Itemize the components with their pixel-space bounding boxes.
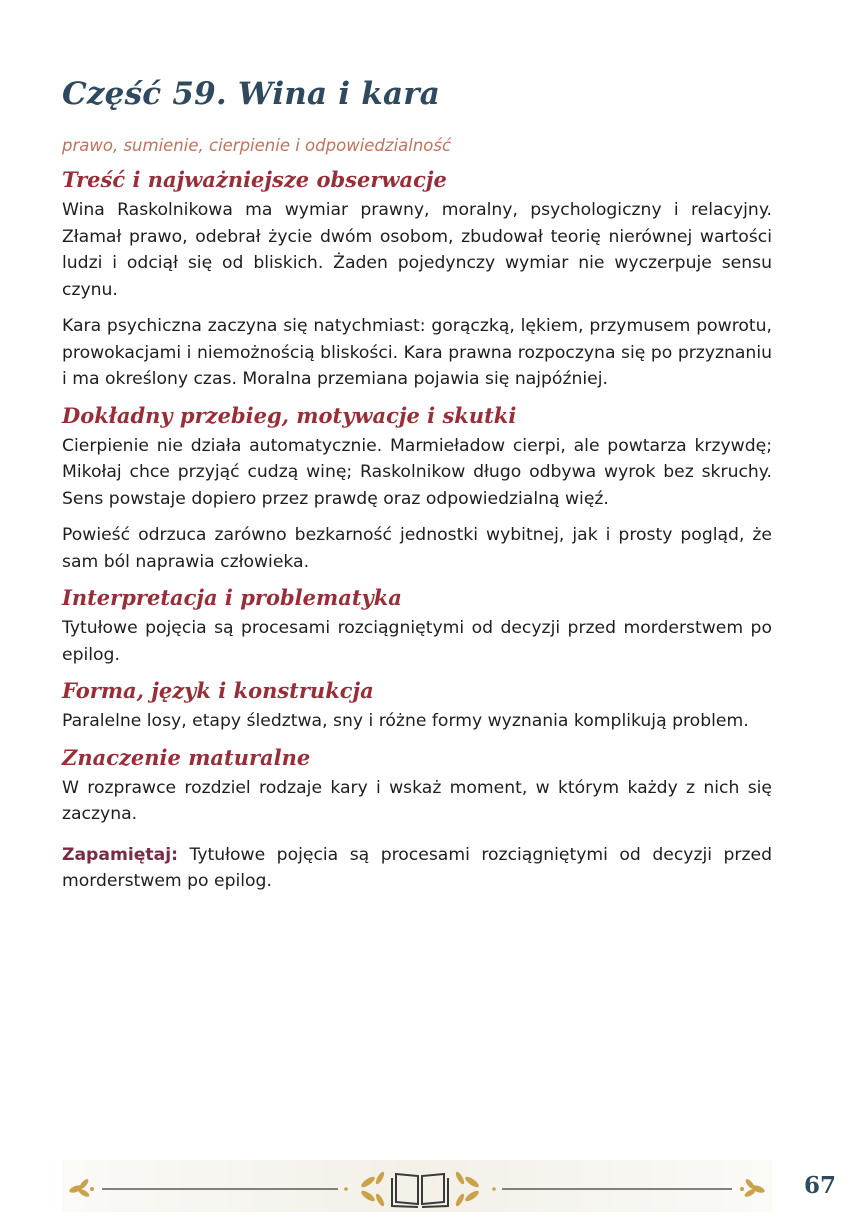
paragraph: Cierpienie nie działa automatycznie. Marmieładow cierpi, ale powtarza krzywdę; Mikołaj chce przyjąć cudzą winę; Raskolnikow długo odbywa wyrok bez skruchy. Sens powstaje dopiero przez prawdę oraz odpowiedzialną więź. xyxy=(62,435,772,509)
open-book-icon xyxy=(392,1174,448,1207)
laurel-wreath-icon xyxy=(360,1171,481,1208)
remember-note xyxy=(62,842,772,895)
paragraph: Powieść odrzuca zarówno bezkarność jednostki wybitnej, jak i prosty pogląd, że sam ból naprawia człowieka. xyxy=(62,525,772,572)
section-heading: Treść i najważniejsze obserwacje xyxy=(62,167,447,192)
section-heading: Znaczenie maturalne xyxy=(62,744,311,770)
laurel-leaf-icon xyxy=(68,1178,94,1199)
page-subtitle: prawo, sumienie, cierpienie i odpowiedzialność xyxy=(62,136,452,155)
footer-ornament xyxy=(62,1160,772,1212)
section-heading: Forma, język i konstrukcja xyxy=(62,678,374,703)
remember-label: Zapamiętaj: xyxy=(62,844,178,865)
page-number: 67 xyxy=(803,1172,836,1199)
section-heading: Dokładny przebieg, motywacje i skutki xyxy=(62,402,517,428)
paragraph: Tytułowe pojęcia są procesami rozciągniętymi od decyzji przed morderstwem po epilog. xyxy=(62,618,772,665)
footer-ornament-graphic xyxy=(62,1160,772,1212)
paragraph: Wina Raskolnikowa ma wymiar prawny, moralny, psychologiczny i relacyjny. Złamał prawo, odebrał życie dwóm osobom, zbudował teorię nierównej wartości ludzi i odciął się od bliskich. Żaden pojedynczy wymiar nie wyczerpuje sensu czynu. xyxy=(62,200,772,300)
paragraph: Kara psychiczna zaczyna się natychmiast: gorączką, lękiem, przymusem powrotu, prowokacjami i niemożnością bliskości. Kara prawna rozpoczyna się po przyznaniu i ma określony czas. Moralna przemiana pojawia się najpóźniej. xyxy=(62,316,772,389)
page-title: Część 59. Wina i kara xyxy=(62,76,441,112)
remember-text: Tytułowe pojęcia są procesami rozciągniętymi od decyzji przed morderstwem po epilog. xyxy=(62,844,773,891)
paragraph: Paralelne losy, etapy śledztwa, sny i różne formy wyznania komplikują problem. xyxy=(62,711,749,731)
paragraph: W rozprawce rozdziel rodzaje kary i wskaż moment, w którym każdy z nich się zaczyna. xyxy=(62,777,772,824)
laurel-leaf-icon xyxy=(740,1178,766,1199)
section-heading: Interpretacja i problematyka xyxy=(62,585,402,610)
page-content xyxy=(62,70,772,905)
